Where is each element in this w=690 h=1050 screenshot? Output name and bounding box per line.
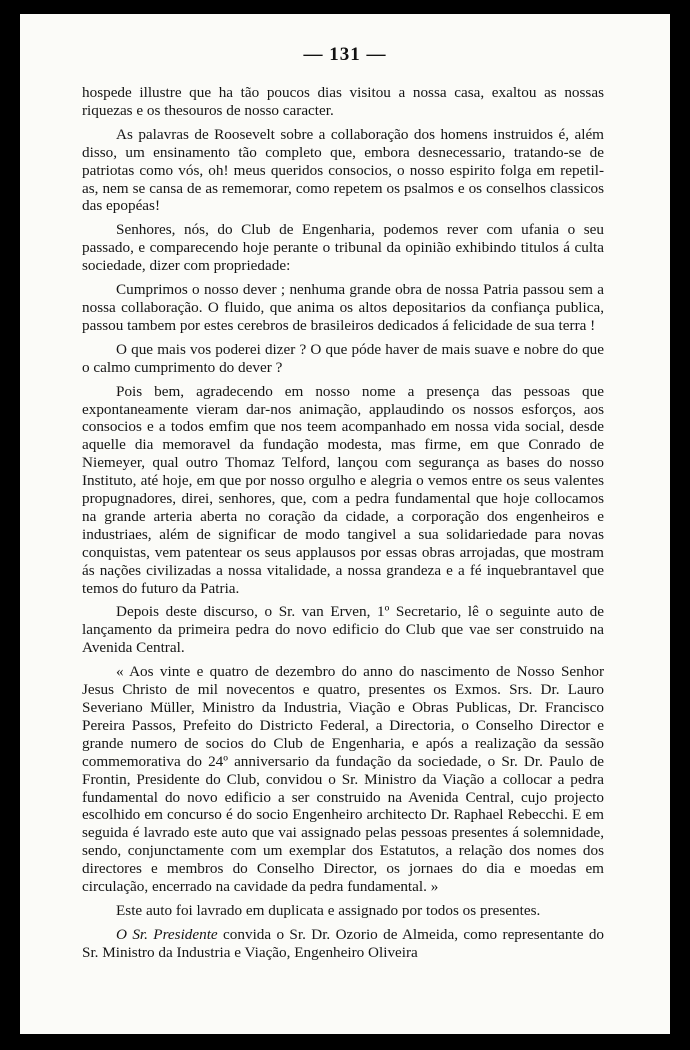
paragraph: Pois bem, agradecendo em nosso nome a presença das pessoas que expontaneamente vieram dar-nos animação, applaudindo os nossos esforços, aos consocios e a todos emfim que nos teem acompanhado em nossa vida social, desde aquelle dia memoravel da fundação modesta, mas firme, em que Conrado de Niemeyer, qual outro Thomaz Telford, lançou com segurança as bases do nosso Instituto, até hoje, em que por nosso orgulho e alegria o vemos entre os seus valentes propugnadores, direi, senhores, que, com a pedra fundamental que hoje collocamos na grande arteria aberta no coração da cidade, a corporação dos engenheiros e industriaes, além de significar de modo tangivel a sua solidariedade para novas conquistas, vem patentear os seus applausos por essas obras arrojadas, que mostram ás nações civilizadas a nossa vitalidade, a nossa grandeza e a fé inquebrantavel que temos do futuro da Patria. xyxy=(82,382,604,597)
last-paragraph xyxy=(82,926,604,962)
book-page xyxy=(20,14,670,1034)
page-number: — 131 — xyxy=(303,44,387,65)
body-text xyxy=(82,84,604,968)
quoted-auto-paragraph: « Aos vinte e quatro de dezembro do anno do nascimento de Nosso Senhor Jesus Christo de mil novecentos e quatro, presentes os Exmos. Srs. Dr. Lauro Severiano Müller, Ministro da Industria, Viação e Obras Publicas, Dr. Francisco Pereira Passos, Prefeito do Districto Federal, a Directoria, o Conselho Director e grande numero de socios do Club de Engenharia, e após a realização da sessão commemorativa do 24º anniversario da fundação da sociedade, o Sr. Dr. Paulo de Frontin, Presidente do Club, convidou o Sr. Ministro da Viação a collocar a pedra fundamental do novo edificio a ser construido na Avenida Central, cujo projecto escolhido em concurso é do socio Engenheiro architecto Dr. Raphael Rebecchi. E em seguida é lavrado este auto que vai assignado pelas pessoas presentes á solemnidade, sendo, conjunctamente com um exemplar dos Estatutos, a relação dos nomes dos directores e membros do Conselho Director, os jornaes do dia e moedas em circulação, encerrado na cavidade da pedra fundamental. » xyxy=(82,663,604,896)
paragraph-text: convida o Sr. Dr. Ozorio de Almeida, como representante do Sr. Ministro da Industria e Viação, Engenheiro Oliveira xyxy=(82,925,605,961)
paragraph: hospede illustre que ha tão poucos dias visitou a nossa casa, exaltou as nossas riquezas e os thesouros de nosso caracter. xyxy=(82,84,604,119)
paragraph: Senhores, nós, do Club de Engenharia, podemos rever com ufania o seu passado, e comparecendo hoje perante o tribunal da opinião exhibindo titulos á culta sociedade, dizer com propriedade: xyxy=(82,221,604,275)
paragraph: As palavras de Roosevelt sobre a collaboração dos homens instruidos é, além disso, um ensinamento tão completo que, embora desnecessario, tratando-se de patriotas como vós, oh! meus queridos consocios, o nosso espirito folga em repetil-as, nem se cansa de as rememorar, como repetem os psalmos e os conselhos classicos das epopéas! xyxy=(82,125,604,215)
paragraph: Este auto foi lavrado em duplicata e assignado por todos os presentes. xyxy=(116,901,541,919)
paragraph: O que mais vos poderei dizer ? O que póde haver de mais suave e nobre do que o calmo cumprimento do dever ? xyxy=(82,340,604,376)
speaker-label: O Sr. Presidente xyxy=(116,925,218,943)
paragraph: Cumprimos o nosso dever ; nenhuma grande obra de nossa Patria passou sem a nossa collaboração. O fluido, que anima os altos depositarios da confiança publica, passou tambem por estes cerebros de brasileiros dedicados á felicidade de sua terra ! xyxy=(82,281,604,334)
paragraph: Depois deste discurso, o Sr. van Erven, 1º Secretario, lê o seguinte auto de lançamento da primeira pedra do novo edificio do Club que vae ser construido na Avenida Central. xyxy=(82,603,604,657)
